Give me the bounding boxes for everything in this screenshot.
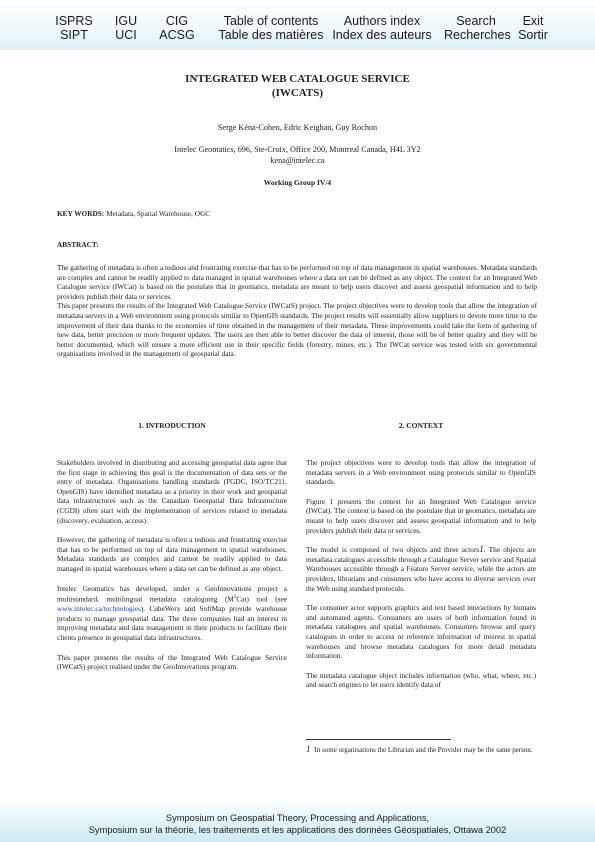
context-paragraph-5: The metadata catalogue object includes information (who, what, where, etc.) and search engines to let users identify data of (306, 670, 536, 690)
keywords-text: Metadata, Spatial Warehouse, OGC (106, 209, 211, 218)
intro-paragraph-1: Stakeholders involved in distributing and accessing geospatial data agree that the first stage in achieving this goal is the documentation of data sets or the entry of metadata. Organisations handling standards (FGDC, ISO/TC211, OpenGIS) have identified metadata as a priority in their work and geospatial data infrastructures such as the Canadian Geospatial Data Infrastructure (CGDI) often start with the implementation of services related to metadata (discovery, evaluation, access). (57, 458, 287, 525)
nav-authors-en: Authors index (343, 14, 421, 28)
nav-isprs-fr: SIPT (60, 28, 88, 42)
intro-p3-part-c: ). CubeWerx and SoftMap provide warehouse products to manage geospatial data. The three companies had an interest in improving metadata and data management in their products to facilitate their clients presence in geospatial data infrastructures. (57, 604, 287, 642)
intro-paragraph-4: This paper presents the results of the Integrated Web Catalogue Service (IWCatS) project realised under the GeoInnovations program. (57, 652, 287, 672)
paper-title-line2: (IWCATS) (271, 87, 324, 99)
working-group: Working Group IV/4 (263, 178, 332, 187)
paper-authors: Serge Kéna-Cohen, Edric Keighan, Guy Rochon (217, 123, 378, 132)
nav-cig-fr: ACSG (159, 28, 195, 42)
nav-table-of-contents-link[interactable] (218, 14, 324, 42)
nav-cig-link[interactable] (154, 14, 200, 42)
nav-igu-link[interactable] (108, 14, 144, 42)
footnote-marker: 1 (479, 544, 484, 555)
nav-isprs-link[interactable] (50, 14, 98, 42)
intro-p3-part-b: Cat) tool (see (236, 594, 287, 604)
paper-title-line1: INTEGRATED WEB CATALOGUE SERVICE (185, 73, 410, 85)
nav-authors-fr: Index des auteurs (332, 28, 432, 42)
nav-authors-index-link[interactable] (332, 14, 432, 42)
nav-search-en: Search (456, 14, 496, 28)
footnote-number: 1 (306, 744, 311, 754)
paper-email: kena@intelec.ca (270, 156, 325, 165)
keywords (57, 209, 537, 219)
keywords-label: KEY WORDS: (57, 209, 105, 218)
navigation-bar (0, 0, 595, 50)
footnote-text: In some organisations the Librarian and the Provider may be the same person. (314, 746, 533, 754)
context-paragraph-1: The project objectives were to develop tools that allow the integration of metadata servers in a Web environment using protocols similar to OpenGIS standards. (306, 458, 536, 487)
m3cat-superscript: 3 (233, 595, 237, 601)
context-p3-part-b: . The objects are metadata catalogues accessible through a Catalogue Server service and Spatial Warehouses accessible through a Feature Server service, while the actors are providers, librarians and consumers who have access to diverse services over the Web using standard protocols. (306, 545, 536, 593)
nav-search-link[interactable] (444, 14, 511, 42)
context-paragraph-2: Figure 1 presents the context for an Integrated Web Catalogue service (IWCat). The context is based on the postulate that in geomatics, metadata are meant to help users discover and assess geospatial information and to help providers publish their data or services. (306, 496, 536, 535)
nav-toc-fr: Table des matières (218, 28, 324, 42)
right-column (306, 458, 536, 700)
nav-search-fr: Recherches (444, 28, 511, 42)
context-p3-part-a: The model is composed of two objects and three actors (306, 545, 480, 555)
footer-line-2: Symposium sur la théorie, les traitements et les applications des données Géospatiales, Ottawa 2002 (88, 825, 507, 835)
section-1-heading: 1. INTRODUCTION (138, 421, 206, 430)
abstract-label: ABSTRACT: (57, 240, 99, 249)
intro-paragraph-3 (57, 584, 287, 643)
abstract (57, 263, 537, 359)
nav-cig-en: CIG (165, 14, 189, 28)
paper-title (0, 72, 595, 100)
abstract-paragraph-1: The gathering of metadata is often a tedious and frustrating exercise that has to be performed on top of data management in spatial warehouses. Metadata standards are complex and cannot be readily applied to data managed in spatial warehouses where a data set can be defined as any object. The context for an Integrated Web Catalogue service (IWCat) is based on the postulate that in geomatics, metadata are meant to help users discover and assess geospatial information and to help providers publish their data or services. (57, 263, 537, 301)
paper-affiliation: Intelec Geomatics, 696, Ste-Croix, Office 200, Montreal Canada, H4L 3Y2 (174, 145, 421, 154)
context-paragraph-3 (306, 545, 536, 593)
footnote-divider (306, 739, 451, 740)
nav-isprs-en: ISPRS (55, 14, 93, 28)
nav-toc-en: Table of contents (223, 14, 319, 28)
section-2-heading: 2. CONTEXT (398, 421, 444, 430)
footer-line-1: Symposium on Geospatial Theory, Processing and Applications, (165, 813, 430, 823)
intro-p3-part-a: Intelec Geomatics has developed, under a GeoInnovations project a multistandard, multilingual metadata cataloguing (M (57, 583, 287, 604)
nav-exit-link[interactable] (514, 14, 552, 42)
context-paragraph-4: The consumer actor supports graphics and text based interactions by humans and automated agents. Consumers are users of both information found in metadata catalogues and spatial warehouses. Consumers browse and query catalogues in order to access or reference information of interest in spatial warehouses and browse metadata catalogues for more detail metadata information. (306, 603, 536, 661)
symposium-footer (0, 798, 595, 842)
left-column (57, 458, 287, 682)
footnote (306, 744, 536, 755)
nav-igu-fr: UCI (115, 28, 137, 42)
nav-exit-en: Exit (522, 14, 544, 28)
nav-exit-fr: Sortir (518, 28, 548, 42)
intelec-technologies-link[interactable]: www.intelec.ca/technologies (57, 604, 141, 614)
intro-paragraph-2: However, the gathering of metadata is often a tedious and frustrating exercise that has to be performed on top of data management in spatial warehouses. Metadata standards are complex and cannot be readily applied to data managed in spatial warehouses where a data set can be defined as any object. (57, 535, 287, 573)
abstract-paragraph-2: This paper presents the results of the Integrated Web Catalogue Service (IWCatS) project. The project objectives were to develop tools that allow the integration of metadata servers in a Web environment using protocols similar to OpenGIS standards. The project results will essentially allow suppliers to devote more time to the improvement of their data thanks to the economies of time obtained in the management of their metadata. These improvements could take the form of gathering of new data, better precision or more frequent updates. The users are then able to better discover the data of interest, those will be of better quality and they will be better documented, which will ensure a more efficient use in their specific fields (forestry, mines, etc.). The IWCat service was tested with six governmental organisations involved in the management of geospatial data. (57, 301, 537, 359)
nav-igu-en: IGU (114, 14, 138, 28)
